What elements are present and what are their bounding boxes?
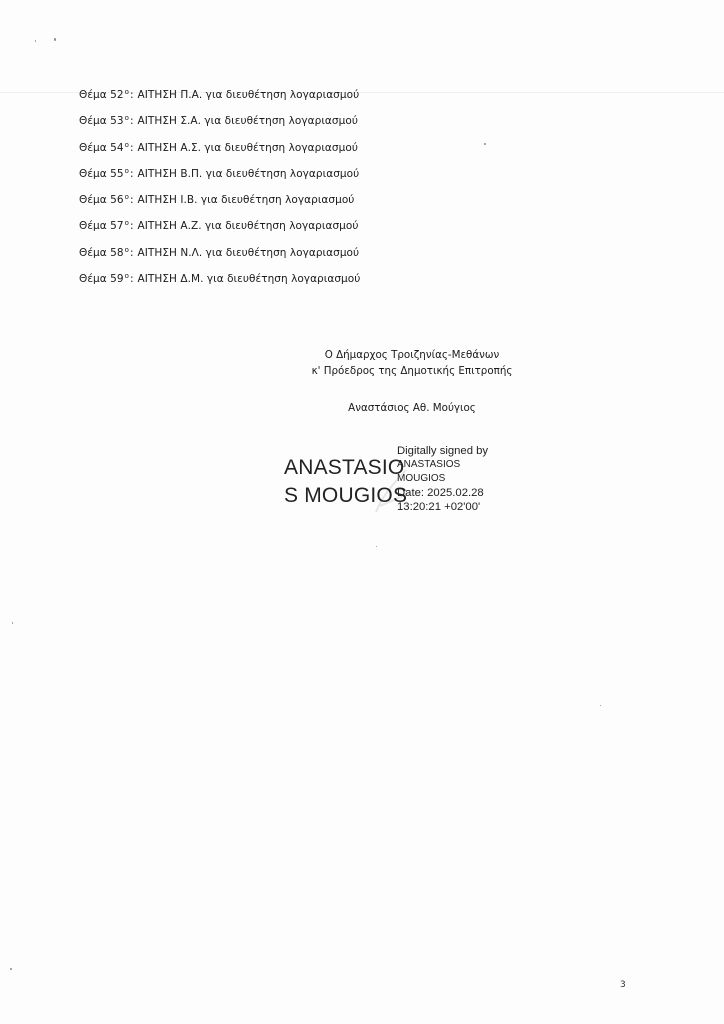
topic-ordinal-mark: ο xyxy=(124,114,129,123)
scan-speck xyxy=(35,40,36,42)
topic-text: ΑΙΤΗΣΗ Π.Α. για διευθέτηση λογαριασμού xyxy=(137,89,360,101)
scan-speck xyxy=(484,143,486,145)
topic-label: Θέμα 52 xyxy=(79,89,124,101)
topic-item: Θέμα 55 ο : ΑΙΤΗΣΗ Β.Π. για διευθέτηση λογαριασμού xyxy=(79,166,360,180)
topic-item: Θέμα 57 ο : ΑΙΤΗΣΗ Α.Ζ. για διευθέτηση λογαριασμού xyxy=(79,219,359,233)
topic-label: Θέμα 54 xyxy=(79,141,124,154)
signer-title-line2: κ' Πρόεδρος της Δημοτικής Επιτροπής xyxy=(311,365,513,377)
topic-ordinal-mark: ο xyxy=(124,166,129,175)
topic-text: ΑΙΤΗΣΗ Β.Π. για διευθέτηση λογαριασμού xyxy=(137,167,360,180)
scan-speck xyxy=(10,968,12,970)
scan-speck xyxy=(376,546,377,547)
signature-time: 13:20:21 +02'00' xyxy=(397,501,481,513)
topic-item: Θέμα 54 ο : ΑΙΤΗΣΗ Α.Σ. για διευθέτηση λογαριασμού xyxy=(79,140,358,154)
topic-text: ΑΙΤΗΣΗ Σ.Α. για διευθέτηση λογαριασμού xyxy=(137,115,358,128)
topic-ordinal-mark: ο xyxy=(124,140,129,149)
topic-item: Θέμα 58 ο : ΑΙΤΗΣΗ Ν.Λ. για διευθέτηση λογαριασμού xyxy=(79,245,360,259)
signer-title-line1: Ο Δήμαρχος Τροιζηνίας-Μεθάνων xyxy=(324,349,500,361)
topic-ordinal-mark: ο xyxy=(124,88,129,96)
topic-ordinal-mark: ο xyxy=(124,245,129,254)
topic-text: ΑΙΤΗΣΗ Α.Ζ. για διευθέτηση λογαριασμού xyxy=(137,220,359,233)
scan-speck xyxy=(12,622,13,624)
topic-label: Θέμα 53 xyxy=(79,115,124,128)
topic-text: ΑΙΤΗΣΗ Ν.Λ. για διευθέτηση λογαριασμού xyxy=(137,246,360,259)
topic-label: Θέμα 55 xyxy=(79,167,124,180)
topic-item: Θέμα 59 ο : ΑΙΤΗΣΗ Δ.Μ. για διευθέτηση λογαριασμού xyxy=(79,272,361,286)
topic-ordinal-mark: ο xyxy=(124,219,129,228)
topic-text: ΑΙΤΗΣΗ Α.Σ. για διευθέτηση λογαριασμού xyxy=(137,141,358,154)
topic-label: Θέμα 56 xyxy=(79,194,124,207)
topic-item: Θέμα 56 ο : ΑΙΤΗΣΗ Ι.Β. για διευθέτηση λογαριασμού xyxy=(79,193,355,207)
signature-detail-line2: ANASTASIOS xyxy=(397,459,461,470)
topic-item: Θέμα 53 ο : ΑΙΤΗΣΗ Σ.Α. για διευθέτηση λογαριασμού xyxy=(79,114,358,128)
topics-list xyxy=(79,89,360,299)
signature-detail-line1: Digitally signed by xyxy=(397,445,489,457)
scan-speck xyxy=(54,38,56,41)
page-number: 3 xyxy=(620,980,626,990)
topic-label: Θέμα 59 xyxy=(79,273,124,286)
topic-label: Θέμα 58 xyxy=(79,246,124,259)
signature-date: Date: 2025.02.28 xyxy=(397,487,484,499)
topic-ordinal-mark: ο xyxy=(124,193,129,202)
signature-name-large-line1: ANASTASIO xyxy=(284,456,405,479)
topic-text: ΑΙΤΗΣΗ Δ.Μ. για διευθέτηση λογαριασμού xyxy=(137,273,361,286)
digital-signature-block xyxy=(284,444,524,524)
topic-item: Θέμα 52 ο : ΑΙΤΗΣΗ Π.Α. για διευθέτηση λογαριασμού xyxy=(79,88,360,101)
scan-speck xyxy=(600,705,601,706)
topic-text: ΑΙΤΗΣΗ Ι.Β. για διευθέτηση λογαριασμού xyxy=(137,194,355,207)
signature-name-large-line2: S MOUGIOS xyxy=(284,484,408,507)
signer-name: Αναστάσιος Αθ. Μούγιος xyxy=(348,402,476,414)
topic-label: Θέμα 57 xyxy=(79,220,124,233)
topic-ordinal-mark: ο xyxy=(124,272,129,281)
signature-detail-line3: MOUGIOS xyxy=(397,473,446,484)
